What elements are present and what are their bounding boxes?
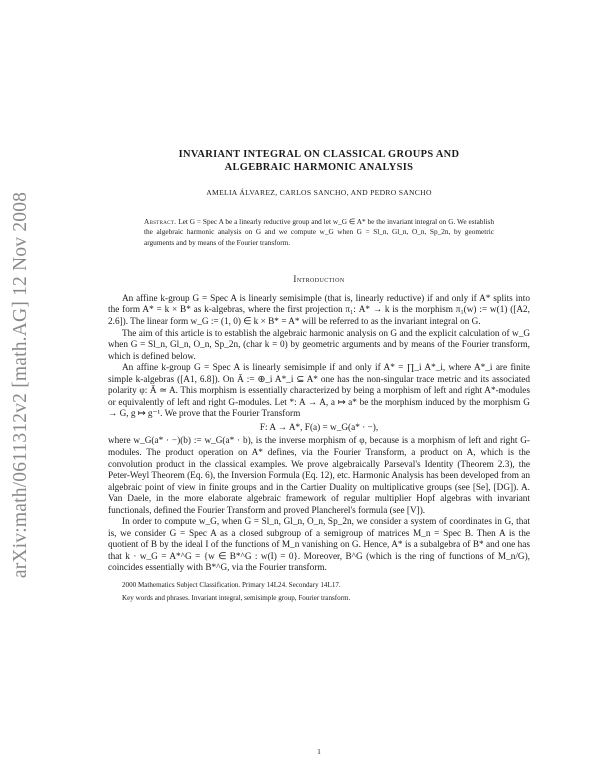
body-text: [108, 294, 530, 575]
paragraph: The aim of this article is to establish the algebraic harmonic analysis on G and the explicit calculation of w_G when G = Sl_n, Gl_n, O_n, Sp_2n, (char k = 0) by geometric arguments and by means of the Fourier transform, which is defined below.: [108, 328, 530, 362]
paragraph: An affine k-group G = Spec A is linearly semisimple if and only if A* = ∏_i A*_i, where A*_i are finite simple k-algebras ([A1, 6.8]). On Ā := ⊕_i A*_i ⊆ A* one has the non-singular trace metric and its associated polarity φ: Ā ≃ A. This morphism is essentially characterized by being a morphism of left and right A*-modules or equivalently of left and right G-modules. Let *: A → A, a ↦ a* be the morphism induced by the morphism G → G, g ↦ g⁻¹. We prove that the Fourier Transform: [108, 363, 530, 420]
arxiv-stamp-container: [6, 150, 36, 620]
fourier-formula: F: A → A*, F(a) = w_G(a* · −),: [259, 422, 379, 433]
paragraph: In order to compute w_G, when G = Sl_n, Gl_n, O_n, Sp_2n, we consider a system of coordinates in G, that is, we consider G = Spec A as a closed subgroup of a semigroup of matrices M_n = Spec B. Then A is the quotient of B by the ideal I of the functions of M_n vanishing on G. Hence, A* is a subalgebra of B* and one has that k · w_G = A*^G = {w ∈ B*^G : w(I) = 0}. Moreover, B^G (which is the ring of functions of M_n/G), coincides essentially with B*^G, via the Fourier transform.: [108, 517, 530, 574]
paragraph: An affine k-group G = Spec A is linearly semisimple (that is, linearly reductive) if and only if A* splits into the form A* = k × B* as k-algebras, where the first projection π₁: A* → k is the morphism π₁(w) := w(1) ([A2, 2.6]). The linear form w_G := (1, 0) ∈ k × B* = A* will be referred to as the invariant integral on G.: [108, 293, 530, 327]
title-line-2: ALGEBRAIC HARMONIC ANALYSIS: [224, 162, 414, 173]
paper-title: [108, 148, 530, 174]
page-number: 1: [317, 747, 321, 756]
abstract: [144, 217, 494, 248]
section-title: Introduction: [293, 273, 345, 284]
abstract-text: Let G = Spec A be a linearly reductive group and let w_G ∈ A* be the invariant integral on G. We establish the algebraic harmonic analysis on G and we compute w_G when G = Sl_n, Gl_n, O_n, Sp_2n, by geometric arguments and by means of the Fourier transform.: [144, 217, 494, 247]
arxiv-stamp: arXiv:math/0611312v2 [math.AG] 12 Nov 2008: [10, 191, 32, 579]
paper-page: [108, 148, 530, 604]
footnote-keywords: Key words and phrases. Invariant integral, semisimple group, Fourier transform.: [122, 594, 351, 603]
abstract-heading: Abstract.: [144, 217, 177, 226]
paragraph: where w_G(a* · −)(b) := w_G(a* · b), is the inverse morphism of φ, because is a morphism of left and right G-modules. The product operation on A* defines, via the Fourier Transform, a product on A, which is the convolution product in the classical examples. We prove algebraically Parseval's Identity (Theorem 2.3), the Peter-Weyl Theorem (Eq. 6), the Inversion Formula (Eq. 12), etc. Harmonic Analysis has been developed from an algebraic point of view in finite groups and in the Cartier Duality on multiplicative groups (see [Se], [DG]). A. Van Daele, in the more elaborate algebraic framework of regular multiplier Hopf algebras with invariant functionals, defined the Fourier Transform and proved Plancherel's formula (see [V]).: [108, 436, 530, 516]
footnote-msc: 2000 Mathematics Subject Classification. Primary 14L24. Secondary 14L17.: [122, 581, 341, 590]
authors: AMELIA ÁLVAREZ, CARLOS SANCHO, AND PEDRO SANCHO: [206, 188, 432, 197]
title-line-1: INVARIANT INTEGRAL ON CLASSICAL GROUPS AND: [178, 149, 460, 160]
